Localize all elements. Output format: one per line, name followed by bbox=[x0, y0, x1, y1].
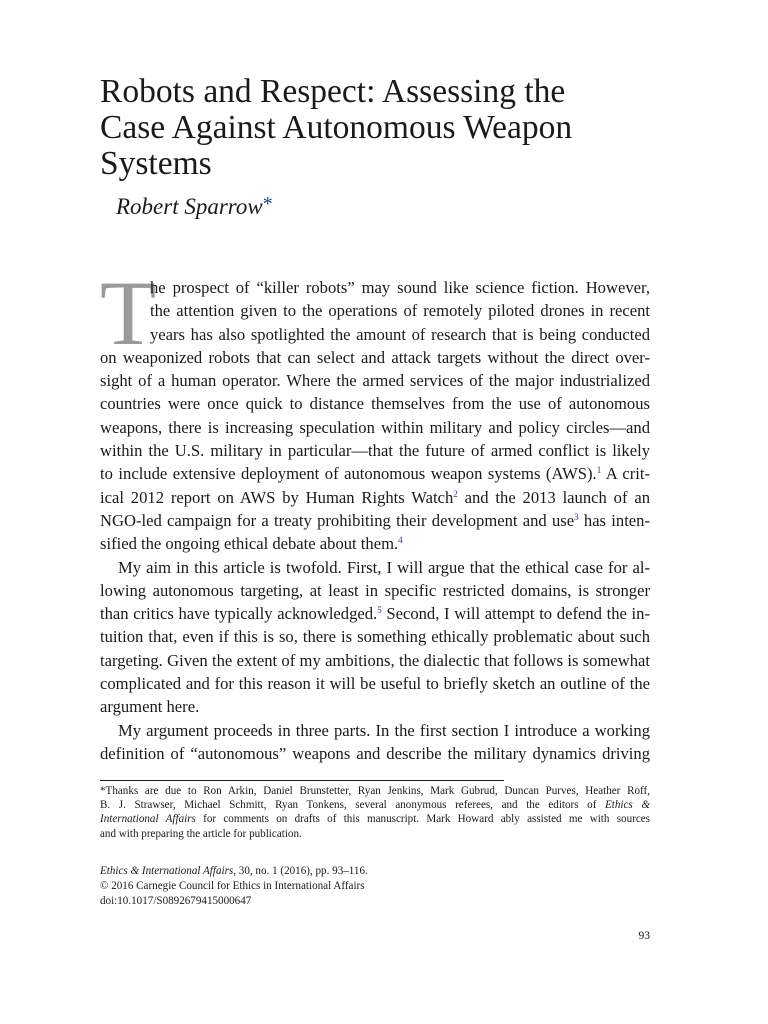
footnote-line bbox=[100, 812, 650, 826]
copyright-line: © 2016 Carnegie Council for Ethics in International Affairs bbox=[100, 879, 365, 892]
footnote-text: for comments on drafts of this manuscript. Mark Howard ably assisted me with sources bbox=[195, 813, 650, 826]
footnote-ref[interactable]: 3 bbox=[574, 511, 579, 522]
body-line: tuition that, even if this is so, there is something ethically problematic about such bbox=[100, 627, 650, 647]
journal-name: International Affairs bbox=[100, 813, 196, 826]
footnote-divider bbox=[100, 780, 504, 781]
title-line: Case Against Autonomous Weapon bbox=[100, 109, 573, 146]
footnote-line: and with preparing the article for publication. bbox=[100, 827, 302, 840]
acknowledgement-footnote bbox=[100, 784, 650, 841]
body-line: years has also spotlighted the amount of research that is being conducted bbox=[150, 324, 650, 344]
publication-info bbox=[100, 864, 650, 908]
author-name bbox=[116, 190, 273, 221]
article-title bbox=[100, 74, 670, 182]
body-text: to include extensive deployment of autonomous weapon systems (AWS). bbox=[100, 464, 597, 484]
body-line bbox=[100, 462, 650, 485]
title-line: Robots and Respect: Assessing the bbox=[100, 73, 566, 110]
body-line bbox=[100, 509, 650, 532]
citation-text: , 30, no. 1 (2016), pp. 93–116. bbox=[233, 865, 368, 877]
footnote-ref[interactable]: 5 bbox=[377, 605, 382, 616]
body-line: the attention given to the operations of remotely piloted drones in recent bbox=[150, 301, 650, 321]
footnote-ref[interactable]: 1 bbox=[596, 465, 602, 476]
body-line: weapons, there is increasing speculation within military and policy circles—and bbox=[100, 417, 650, 437]
footnote-line: *Thanks are due to Ron Arkin, Daniel Brunstetter, Ryan Jenkins, Mark Gubrud, Duncan Purves, Heather Roff, bbox=[100, 785, 650, 797]
body-line: sight of a human operator. Where the armed services of the major industrialized bbox=[100, 371, 650, 391]
body-text: sified the ongoing ethical debate about them. bbox=[100, 534, 399, 554]
body-line: My argument proceeds in three parts. In the first section I introduce a working bbox=[118, 720, 650, 740]
body-line bbox=[100, 532, 650, 555]
author-text: Robert Sparrow bbox=[116, 194, 263, 219]
author-footnote-link[interactable]: * bbox=[262, 193, 273, 215]
journal-name: Ethics & bbox=[605, 799, 650, 812]
footnote-ref[interactable]: 4 bbox=[398, 535, 403, 546]
journal-title: Ethics & International Affairs bbox=[100, 865, 234, 877]
body-line: he prospect of “killer robots” may sound like science fiction. However, bbox=[150, 278, 650, 297]
body-line: countries were once quick to distance themselves from the use of autonomous bbox=[100, 394, 650, 414]
body-text: than critics have typically acknowledged. bbox=[100, 604, 378, 624]
body-line: argument here. bbox=[100, 697, 200, 717]
body-text: ical 2012 report on AWS by Human Rights Watch bbox=[100, 487, 454, 507]
footnote-ref[interactable]: 2 bbox=[453, 488, 458, 499]
body-line: targeting. Given the extent of my ambitions, the dialectic that follows is somewhat bbox=[100, 650, 650, 670]
doi-link[interactable]: doi:10.1017/S0892679415000647 bbox=[100, 894, 252, 907]
article-body bbox=[100, 276, 650, 765]
footnote-text: B. J. Strawser, Michael Schmitt, Ryan Tonkens, several anonymous referees, and the editors of bbox=[100, 799, 606, 812]
body-line: on weaponized robots that can select and attack targets without the direct over- bbox=[100, 347, 650, 367]
body-line bbox=[100, 486, 650, 509]
body-line: within the U.S. military in particular—that the future of armed conflict is likely bbox=[100, 441, 650, 461]
body-text: A crit- bbox=[601, 464, 650, 484]
body-text: Second, I will attempt to defend the in- bbox=[381, 604, 650, 624]
citation-line bbox=[100, 864, 650, 879]
page-number: 93 bbox=[638, 930, 650, 942]
body-text: NGO-led campaign for a treaty prohibiting their development and use bbox=[100, 510, 575, 530]
title-line: Systems bbox=[100, 145, 212, 182]
body-line bbox=[100, 602, 650, 625]
footnote-line bbox=[100, 798, 650, 812]
body-text: has inten- bbox=[578, 510, 650, 530]
drop-cap: T bbox=[100, 262, 157, 364]
body-line: complicated and for this reason it will be useful to briefly sketch an outline of the bbox=[100, 674, 650, 694]
body-line: lowing autonomous targeting, at least in specific restricted domains, is stronger bbox=[100, 580, 650, 600]
body-line: definition of “autonomous” weapons and describe the military dynamics driving bbox=[100, 743, 650, 763]
body-text: and the 2013 launch of an bbox=[457, 487, 650, 507]
body-line: My aim in this article is twofold. First, I will argue that the ethical case for al- bbox=[118, 557, 650, 577]
